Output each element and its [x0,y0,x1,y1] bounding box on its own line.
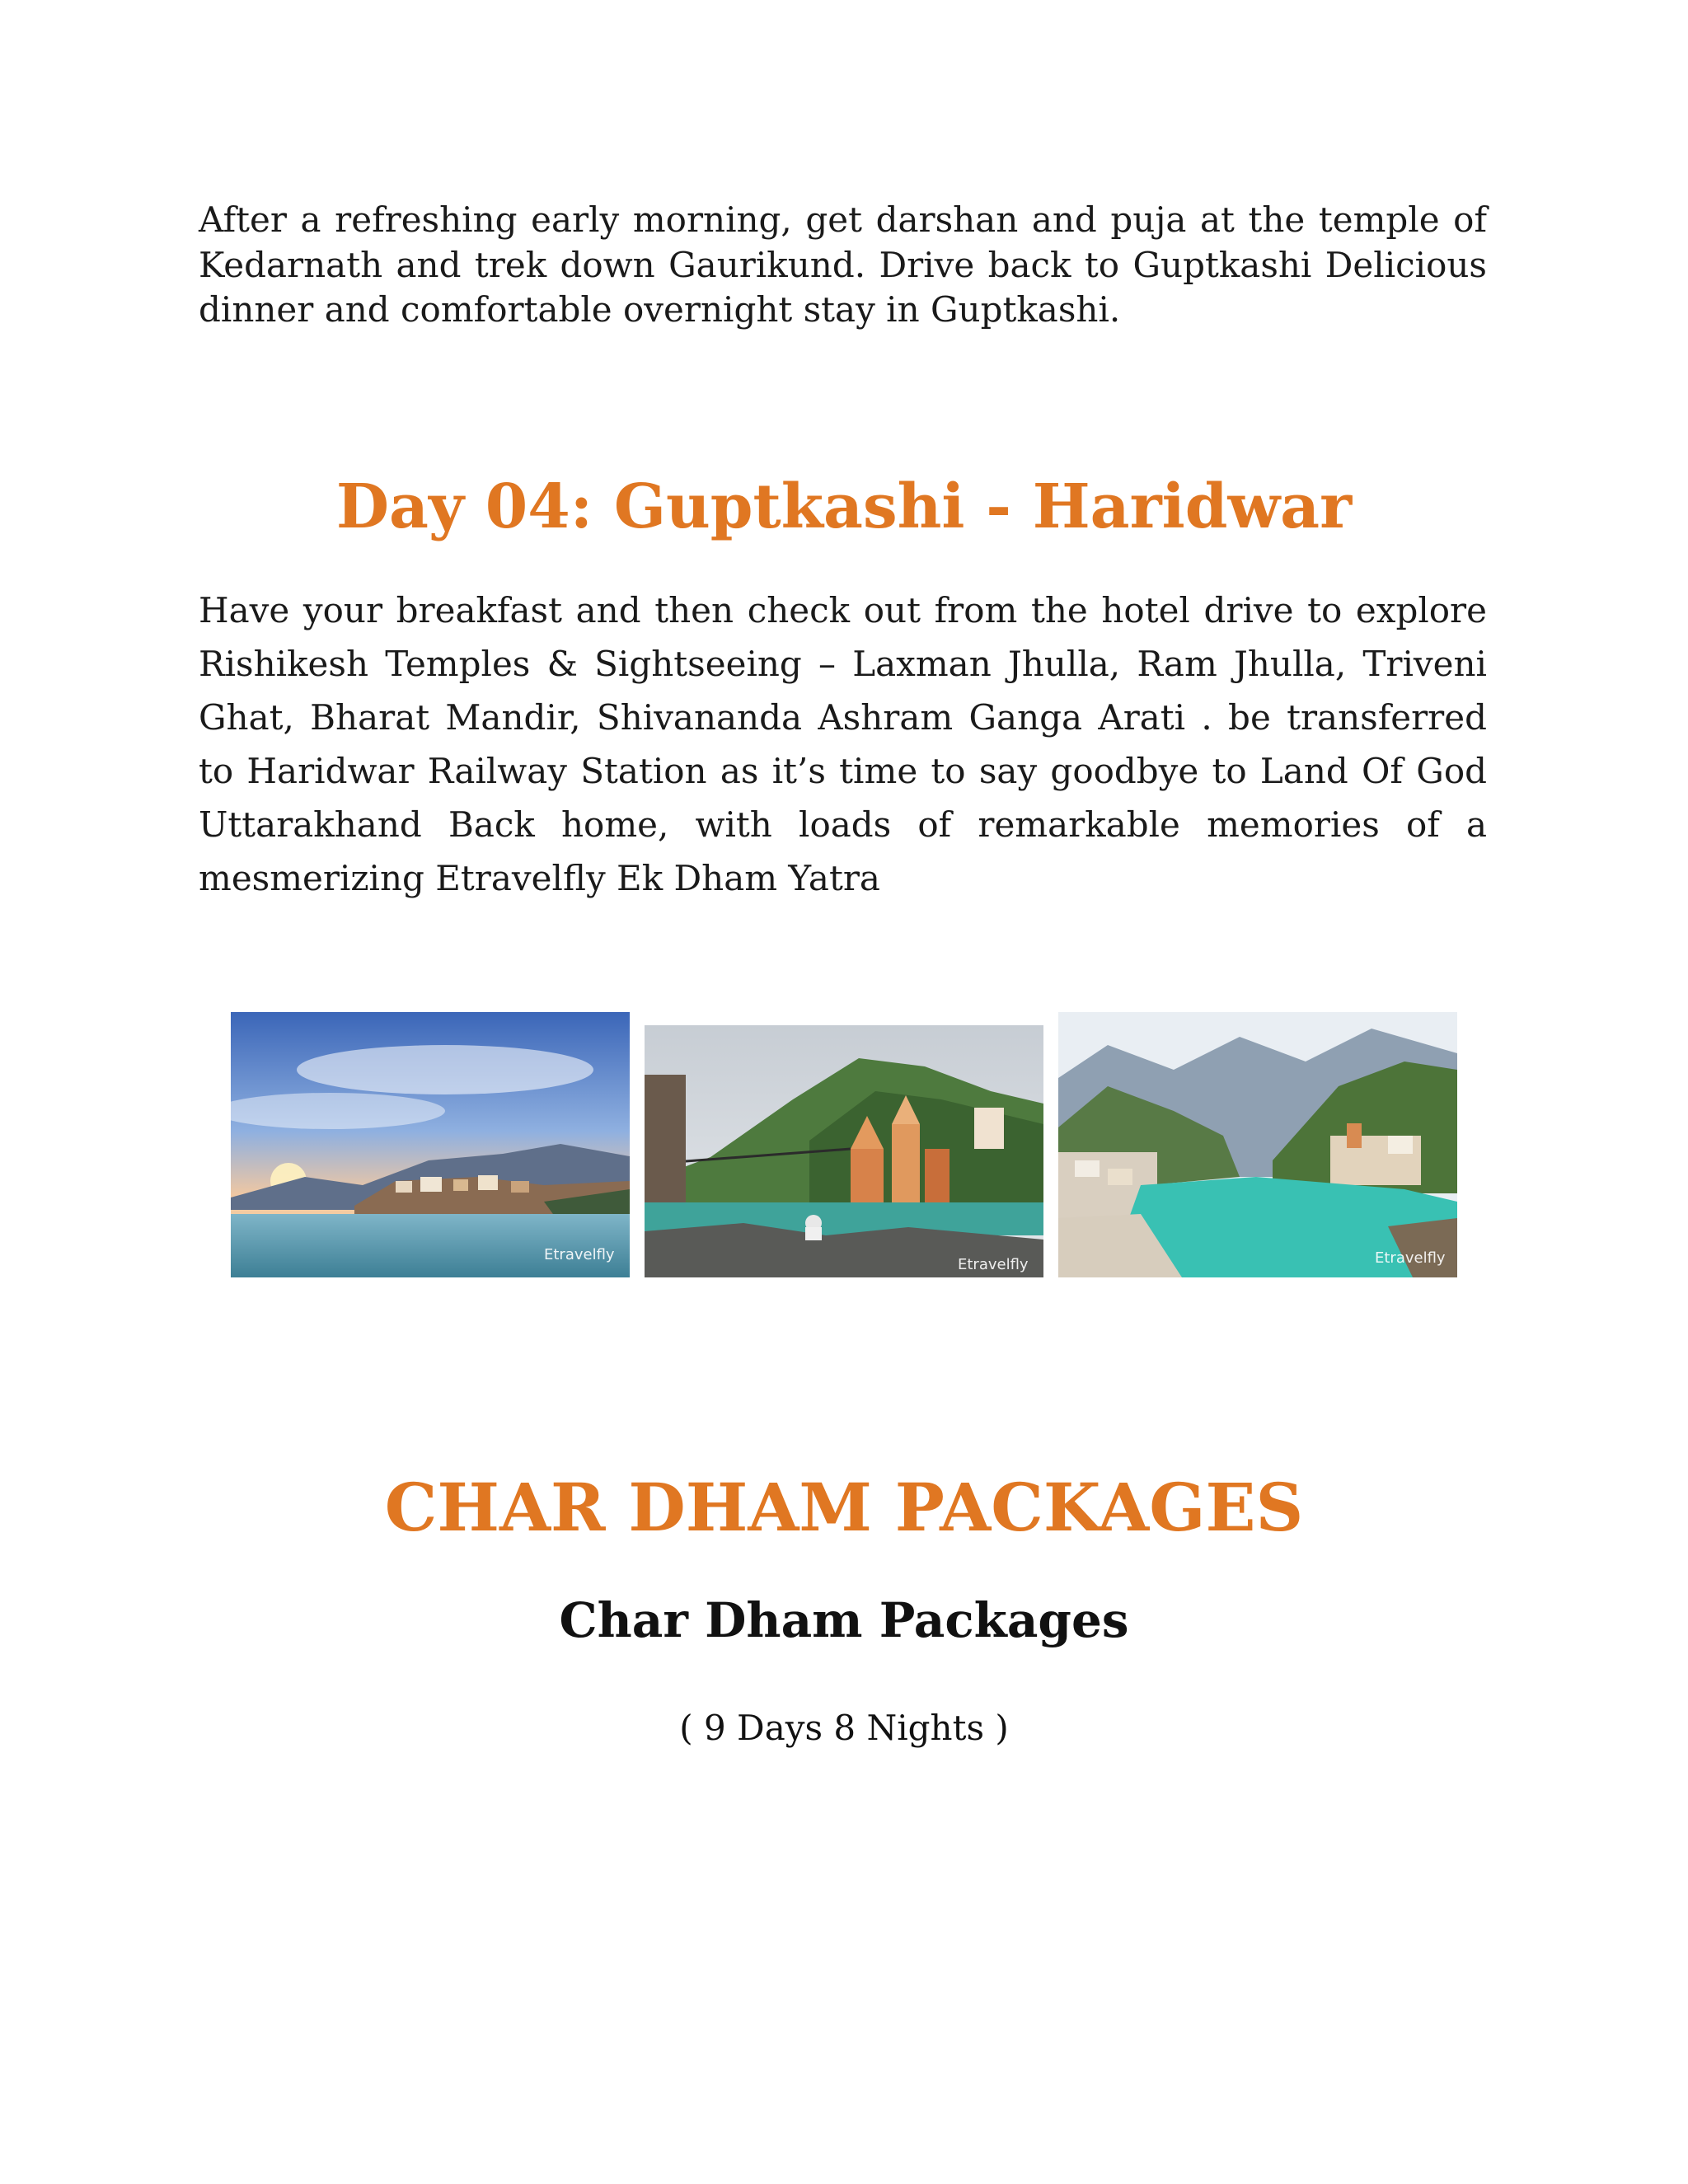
day-paragraph: Have your breakfast and then check out from the hotel drive to explore Rishikesh Temples & Sightseeing – Laxman Jhulla, Ram Jhulla, Triveni Ghat, Bharat Mandir, Shivananda Ashram Ganga Arati . be transferred to Haridwar Railway Station as it’s time to say goodbye to Land Of God Uttarakhand Back home, with loads of remarkable memories of a mesmerizing Etravelfly Ek Dham Yatra [199,590,1487,899]
watermark-3: Etravelfly [1375,1249,1446,1267]
packages-heading: CHAR DHAM PACKAGES [384,1469,1304,1546]
photo-rishikesh-sunset-image [231,1012,630,1277]
photo-rishikesh-temple [645,1025,1043,1277]
packages-subheading: Char Dham Packages [559,1592,1129,1648]
photo-rishikesh-sunset [231,1012,630,1277]
packages-duration: ( 9 Days 8 Nights ) [679,1708,1009,1748]
day-heading: Day 04: Guptkashi - Haridwar [335,471,1353,542]
watermark-1: Etravelfly [544,1246,615,1263]
photo-ganga-valley-image [1058,1012,1457,1277]
photo-rishikesh-temple-image [645,1025,1043,1277]
watermark-2: Etravelfly [958,1256,1029,1273]
intro-paragraph: After a refreshing early morning, get darshan and puja at the temple of Kedarnath and trek down Gaurikund. Drive back to Guptkashi Delicious dinner and comfortable overnight stay in Guptkashi. [199,199,1487,330]
photo-ganga-valley [1058,1012,1457,1277]
